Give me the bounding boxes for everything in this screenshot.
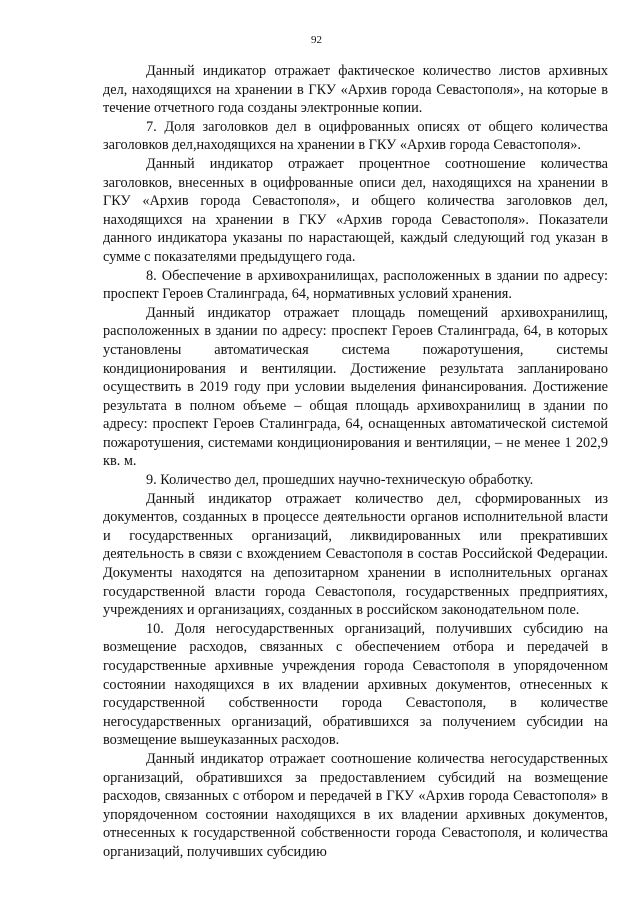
paragraph: Данный индикатор отражает количество дел, сформированных из документов, созданных в процессе деятельности органов исполнительной власти и государственных организаций, ликвидированных или прекративших деятельность в связи с вхождением Севастополя в состав Российской Федерации. Документы находятся на депозитарном хранении в исполнительных органах государственной власти города Севастополя, государственных предприятиях, учреждениях и организациях, созданных в российском законодательном поле. [103,490,608,619]
paragraph: Данный индикатор отражает процентное соотношение количества заголовков, внесенных в оцифрованные описи дел, находящихся на хранении в ГКУ «Архив города Севастополя», и общего количества заголовков дел, находящихся на хранении в ГКУ «Архив города Севастополя». Показатели данного индикатора указаны по нарастающей, каждый следующий год указан в сумме с показателями предыдущего года. [103,155,608,265]
paragraph: Данный индикатор отражает фактическое количество листов архивных дел, находящихся на хранении в ГКУ «Архив города Севастополя», на которые в течение отчетного года созданы электронные копии. [103,63,608,117]
page-number: 92 [311,34,322,46]
paragraph: 7. Доля заголовков дел в оцифрованных описях от общего количества заголовков дел,находящихся на хранении в ГКУ «Архив города Севастополя». [103,118,608,154]
paragraph: 10. Доля негосударственных организаций, получивших субсидию на возмещение расходов, связанных с обеспечением отбора и передачей в государственные архивные учреждения города Севастополя в упорядоченном состоянии находящихся в их владении архивных документов, отнесенных к государственной собственности города Севастополя, в количестве негосударственных организаций, обратившихся за получением субсидии на возмещение вышеуказанных расходов. [103,620,608,749]
paragraph: 9. Количество дел, прошедших научно-техническую обработку. [146,472,534,489]
paragraph: Данный индикатор отражает соотношение количества негосударственных организаций, обратившихся за предоставлением субсидий на возмещение расходов, связанных с отбором и передачей в ГКУ «Архив города Севастополя» в упорядоченном состоянии находящихся в их владении архивных документов, отнесенных к государственной собственности города Севастополя, и количества организаций, получивших субсидию [103,750,608,860]
paragraph: 8. Обеспечение в архивохранилищах, расположенных в здании по адресу: проспект Героев Сталинграда, 64, нормативных условий хранения. [103,267,608,303]
body-text [103,62,608,862]
paragraph: Данный индикатор отражает площадь помещений архивохранилищ, расположенных в здании по адресу: проспект Героев Сталинграда, 64, в которых установлены автоматическая система пожаротушения, системы кондиционирования и вентиляции. Достижение результата запланировано осуществить в 2019 году при условии выделения финансирования. Достижение результата в полном объеме – общая площадь архивохранилищ в здании по адресу: проспект Героев Сталинграда, 64, оснащенных автоматической системой пожаротушения, системами кондиционирования и вентиляции, – не менее 1 202,9 кв. м. [103,304,608,470]
